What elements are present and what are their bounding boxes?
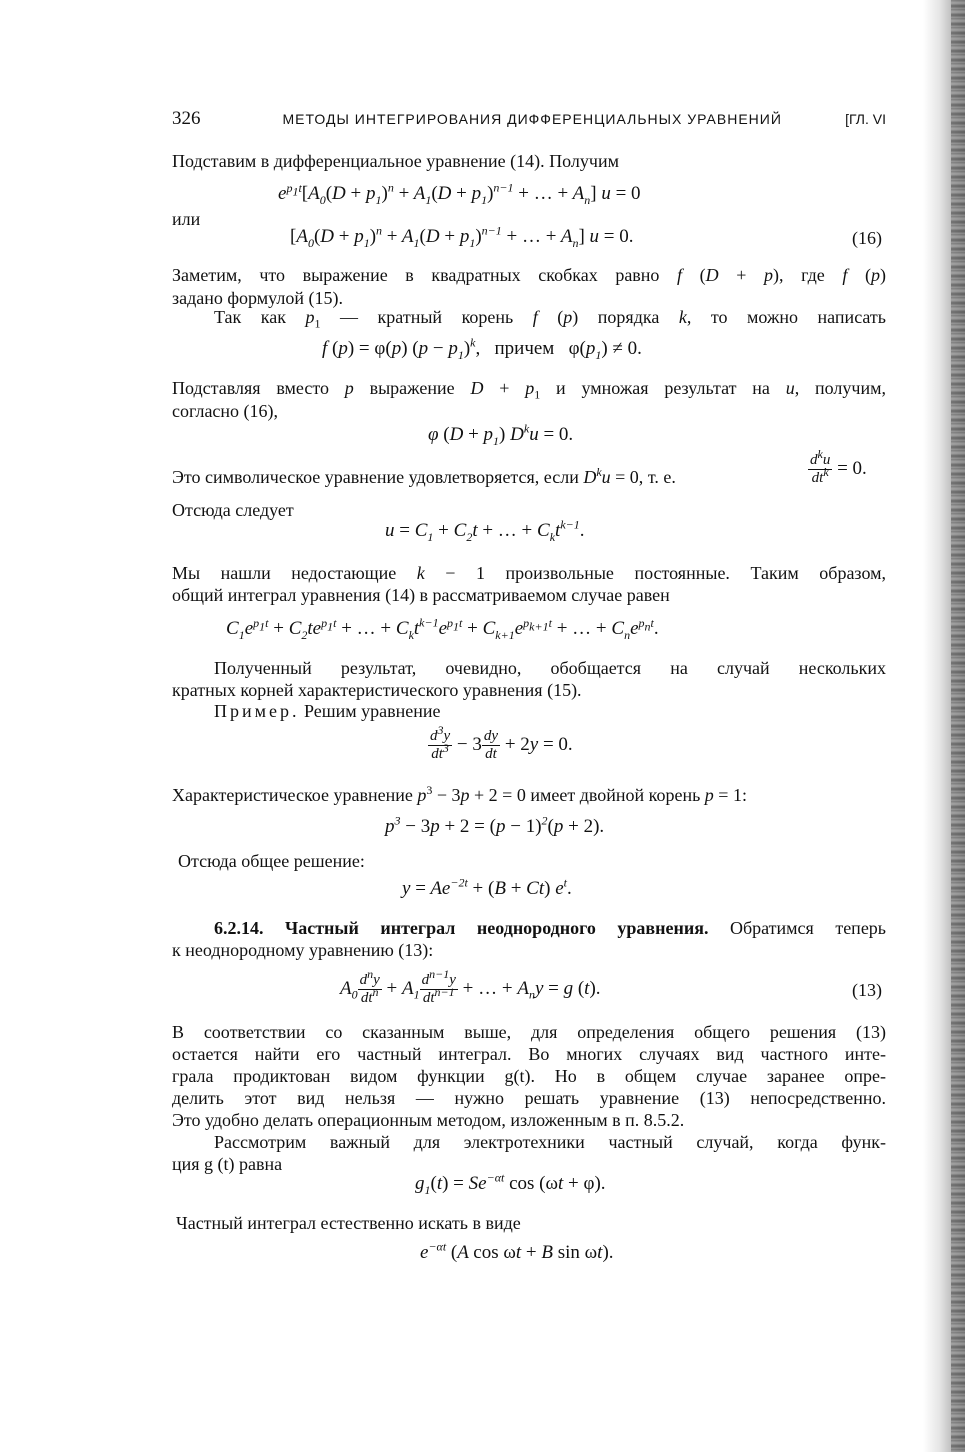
paragraph-general-integral: общий интеграл уравнения (14) в рассматриваемом случае равен xyxy=(172,585,670,605)
paragraph-special-case-line1: Рассмотрим важный для электротехники частный случай, когда функ- xyxy=(214,1132,886,1152)
page-number: 326 xyxy=(172,108,201,129)
word-or: или xyxy=(172,209,201,229)
paragraph-follows: Отсюда следует xyxy=(172,500,294,520)
paragraph-generalization-line2: кратных корней характеристического уравнения (15). xyxy=(172,680,582,700)
paragraph-accordance-line5: Это удобно делать операционным методом, изложенным в п. 8.5.2. xyxy=(172,1110,685,1130)
formula-general-integral: $C_1e^{p_1t} + C_2te^{p_1t}$ + … + $C_kt^{k-1}e^{p_1t} + C_{k+1}e^{p_{k+1}t}$ + … + $C_ne^{p_nt}$. xyxy=(226,615,659,642)
paragraph-generalization-line1: Полученный результат, очевидно, обобщается на случай нескольких xyxy=(214,658,886,678)
section-intro-line2: к неоднородному уравнению (13): xyxy=(172,940,434,960)
equation-number-16: (16) xyxy=(852,228,882,248)
formula-g1: $g_1(t) = Se^{-\alpha t}$ cos (ωt + φ). xyxy=(415,1170,606,1197)
running-header xyxy=(172,108,886,130)
paragraph-accordance-line2: остается найти его частный интеграл. Во многих случаях вид частного инте- xyxy=(172,1044,886,1064)
paragraph-accordance-line3: грала продиктован видом функции g(t). Но в общем случае заранее опре- xyxy=(172,1066,886,1086)
paragraph-particular-form: Частный интеграл естественно искать в виде xyxy=(176,1213,521,1233)
page-edge-texture xyxy=(951,0,965,1452)
paragraph-according: согласно (16), xyxy=(172,401,279,421)
running-title: МЕТОДЫ ИНТЕГРИРОВАНИЯ ДИФФЕРЕНЦИАЛЬНЫХ УРАВНЕНИЙ xyxy=(282,111,782,127)
paragraph-multiple-root: Так как $p_1$ — кратный корень f (p) порядка k, то можно написать xyxy=(214,307,887,331)
formula-example-solution: $y = Ae^{-2t} + (B + Ct)$ $e^t$. xyxy=(402,875,572,899)
paragraph-accordance-line1: В соответствии со сказанным выше, для определения общего решения (13) xyxy=(172,1022,886,1042)
formula-substituted: $e^{p_1t}[A_0(D + p_1)^n + A_1(D + p_1)^{n-1}$ + … + $A_n$] u = 0 xyxy=(278,180,641,207)
paragraph-accordance-line4: делить этот вид нельзя — нужно решать уравнение (13) непосредственно. xyxy=(172,1088,886,1108)
paragraph-substituting: Подставляя вместо p выражение $D + p_1$ и умножая результат на u, получим, xyxy=(172,378,886,402)
formula-dku-zero: $\frac{d^ku}{dt^k}$ = 0. xyxy=(810,447,867,486)
formula-13: $A_0$ $\frac{d^ny}{dt^n}$ + $A_1$ $\frac{d^{n-1}y}{dt^{n-1}}$ + … + $A_ny = g$ (t). xyxy=(340,967,601,1006)
formula-16: [$A_0(D + p_1)^n + A_1(D + p_1)^{n-1}$ + … + $A_n$] u = 0. xyxy=(290,223,634,250)
formula-symbolic: φ $(D + p_1)$ $D^ku = 0$. xyxy=(428,421,574,448)
chapter-marker: [ГЛ. VI xyxy=(845,111,886,127)
paragraph-missing-constants: Мы нашли недостающие k − 1 произвольные постоянные. Таким образом, xyxy=(172,563,886,583)
paragraph-note-line1: Заметим, что выражение в квадратных скобках равно f (D + p), где f (p) xyxy=(172,265,887,285)
formula-particular-form: $e^{-\alpha t}$ (A cos ωt + B sin ωt). xyxy=(420,1239,614,1263)
equation-number-13: (13) xyxy=(852,980,882,1000)
formula-factorization: f (p) = φ(p) $(p - p_1)^k$, причем $\varphi(p_1) \ne 0$. xyxy=(322,335,642,362)
section-heading-6-2-14: 6.2.14. Частный интеграл неоднородного уравнения. Обратимся теперь xyxy=(214,918,887,938)
paragraph-special-case-line2: ция g (t) равна xyxy=(172,1154,283,1174)
formula-example-ode: $\frac{d^3y}{dt^3}$ − 3 $\frac{dy}{dt}$ + 2y = 0. xyxy=(430,723,573,762)
paragraph-general-solution: Отсюда общее решение: xyxy=(178,851,365,871)
paragraph-characteristic: Характеристическое уравнение $p^3 - 3p + 2 = 0$ имеет двойной корень p = 1: xyxy=(172,783,747,805)
formula-factor-example: $p^3 - 3p + 2 = (p - 1)^2(p + 2)$. xyxy=(385,813,605,837)
paragraph-satisfied: Это символическое уравнение удовлетворяется, если $D^ku = 0$, т. е. xyxy=(172,465,676,487)
paragraph-note-line2: задано формулой (15). xyxy=(172,288,343,308)
example-heading: Пример. Решим уравнение xyxy=(214,701,441,721)
paragraph-substitute: Подставим в дифференциальное уравнение (14). Получим xyxy=(172,151,619,171)
formula-u-polynomial: $u = C_1 + C_2t$ + … + $C_kt^{k-1}$. xyxy=(385,517,585,544)
